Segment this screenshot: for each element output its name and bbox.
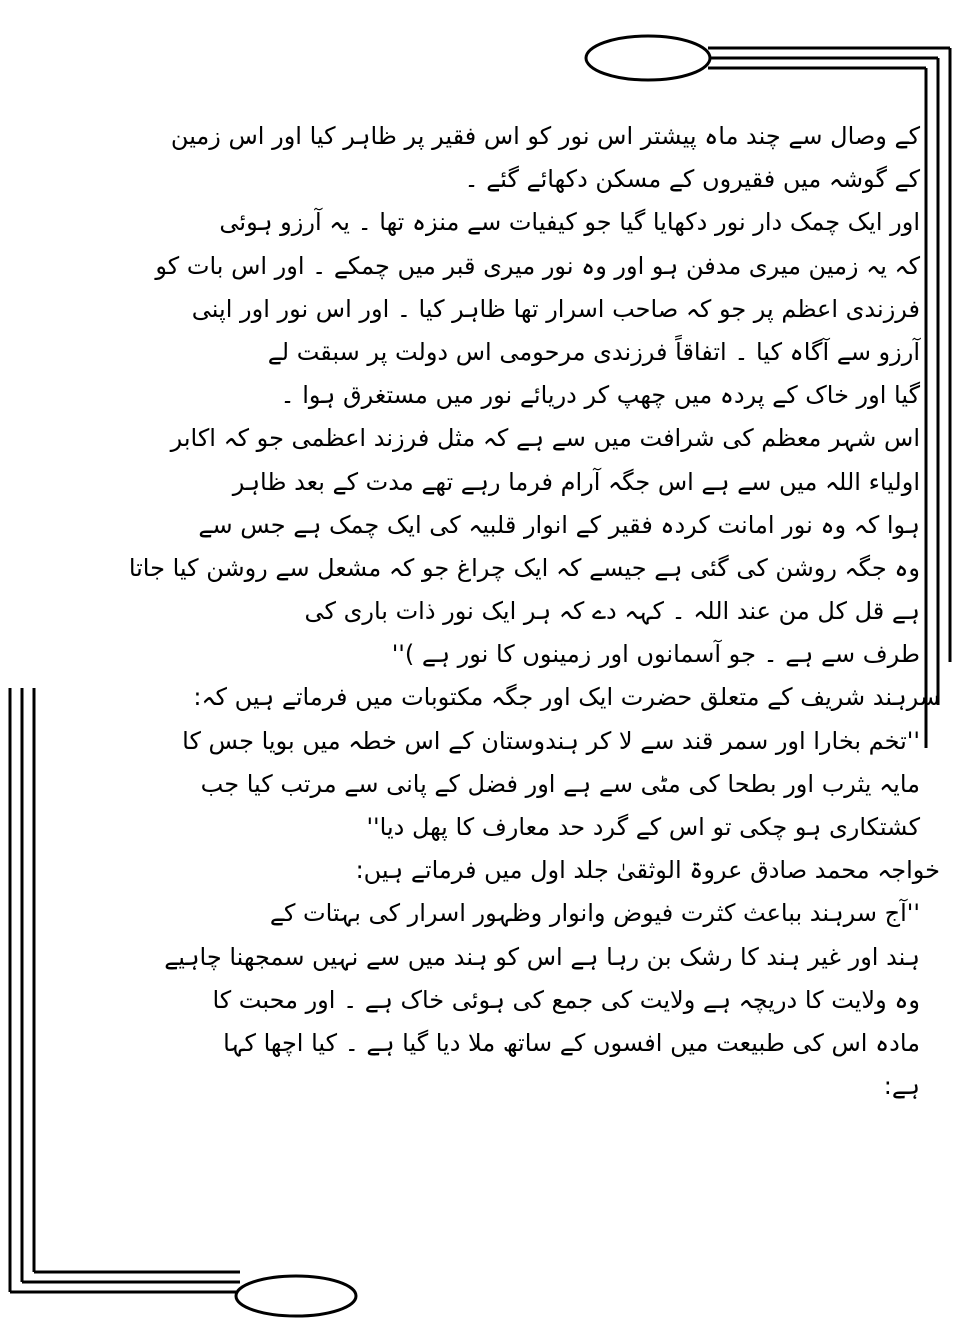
text-line-15: ''تخم بخارا اور سمر قند سے لا کر ہندوستان کے اس خطہ میں بویا جس کا — [182, 726, 920, 755]
text-line-21: وہ ولایت کا دریچہ ہے ولایت کی جمع کی ہوئی خاک ہے ۔ اور محبت کا — [212, 985, 920, 1014]
text-line-20: ہند اور غیر ہند کا رشک بن رہا ہے اس کو ہند میں سے نہیں سمجھنا چاہیے — [164, 942, 920, 971]
text-line-6: آرزو سے آگاہ کیا ۔ اتفاقاً فرزندی مرحومی اس دولت پر سبقت لے — [267, 337, 920, 366]
text-line-7: گیا اور خاک کے پردہ میں چھپ کر دریائے نور میں مستغرق ہوا ۔ — [280, 381, 920, 410]
top-oval-ornament — [586, 36, 710, 80]
urdu-text-body — [128, 118, 940, 1111]
text-line-1: کے وصال سے چند ماہ پیشتر اس نور کو اس فقیر پر ظاہر کیا اور اس زمین — [170, 122, 920, 150]
text-line-9: اولیاء اللہ میں سے ہے اس جگہ آرام فرما رہے تھے مدت کے بعد ظاہر — [232, 467, 920, 496]
text-line-3: اور ایک چمک دار نور دکھایا گیا جو کیفیات سے منزہ تھا ۔ یہ آرزو ہوئی — [219, 208, 920, 237]
text-line-19: ''آج سرہند بباعث کثرت فیوض وانوار وظہور اسرار کی بہتات کے — [269, 899, 920, 928]
text-line-18-intro: خواجہ محمد صادق عروۃ الوثقیٰ جلد اول میں فرماتے ہیں: — [355, 856, 940, 885]
text-line-16: مایہ یثرب اور بطحا کی مٹی سے ہے اور فضل کے پانی سے مرتب کیا جب — [200, 769, 920, 798]
bottom-oval-ornament — [236, 1276, 356, 1316]
text-line-10: ہوا کہ وہ نور امانت کردہ فقیر کے انوار قلبیہ کی ایک چمک ہے جس سے — [198, 510, 920, 539]
text-line-23: ہے: — [883, 1072, 920, 1101]
text-line-5: فرزندی اعظم پر جو کہ صاحب اسرار تھا ظاہر کیا ۔ اور اس نور اور اپنی — [191, 294, 920, 323]
text-line-14-intro: سرہند شریف کے متعلق حضرت ایک اور جگہ مکتوبات میں فرماتے ہیں کہ: — [193, 683, 940, 712]
text-line-13: طرف سے ہے ۔ جو آسمانوں اور زمینوں کا نور ہے )'' — [391, 640, 920, 669]
text-line-8: اس شہر معظم کی شرافت میں سے ہے کہ مثل فرزند اعظمی جو کہ اکابر — [170, 424, 920, 453]
text-line-4: کہ یہ زمین میری مدفن ہو اور وہ نور میری قبر میں چمکے ۔ اور اس بات کو — [155, 251, 920, 280]
text-line-11: وہ جگہ روشن کی گئی ہے جیسے کہ ایک چراغ جو کہ مشعل سے روشن کیا جاتا — [128, 553, 920, 582]
text-line-2: کے گوشہ میں فقیروں کے مسکن دکھائے گئے ۔ — [464, 165, 920, 194]
text-line-12: ہے قل کل من عند اللہ ۔ کہہ دے کہ ہر ایک نور ذات باری کی — [304, 597, 920, 626]
text-line-17: کشتکاری ہو چکی تو اس کے گرد حد معارف کا پھل دیا'' — [366, 813, 920, 841]
text-line-22: مادہ اس کی طبیعت میں افسوں کے ساتھ ملا دیا گیا ہے ۔ کیا اچھا کہا — [223, 1028, 920, 1057]
